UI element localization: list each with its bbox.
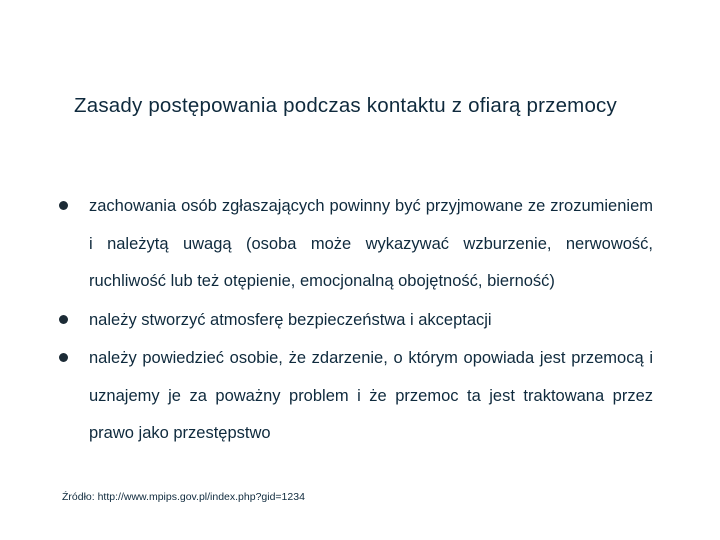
bullet-dot-icon xyxy=(59,353,68,362)
bullet-dot-icon xyxy=(59,201,68,210)
bullet-item xyxy=(56,302,653,340)
bullet-text: należy powiedzieć osobie, że zdarzenie, o którym opowiada jest przemocą i uznajemy je za poważny problem i że przemoc ta jest traktowana przez prawo jako przestępstwo xyxy=(89,349,653,442)
source-citation: Źródło: http://www.mpips.gov.pl/index.php?gid=1234 xyxy=(62,491,305,503)
bullet-list xyxy=(56,188,653,454)
bullet-item xyxy=(56,340,653,453)
bullet-dot-icon xyxy=(59,315,68,324)
bullet-text: zachowania osób zgłaszających powinny być przyjmowane ze zrozumieniem i należytą uwagą (osoba może wykazywać wzburzenie, nerwowość, ruchliwość lub też otępienie, emocjonalną obojętność, bierność) xyxy=(89,197,653,290)
bullet-item xyxy=(56,188,653,301)
bullet-text: należy stworzyć atmosferę bezpieczeństwa i akceptacji xyxy=(89,310,492,329)
slide-title: Zasady postępowania podczas kontaktu z ofiarą przemocy xyxy=(74,94,617,117)
